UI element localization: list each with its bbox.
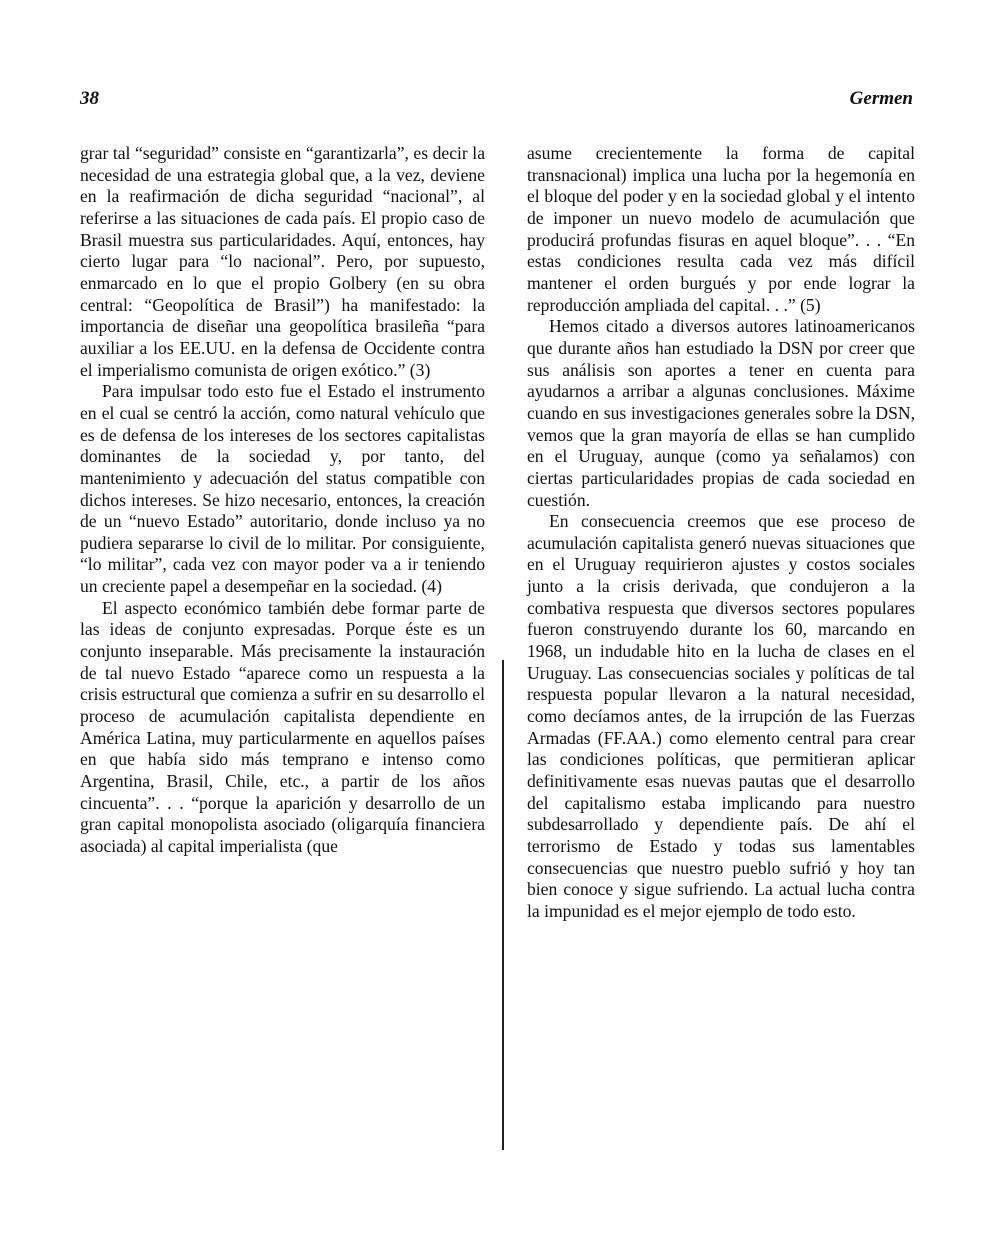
paragraph: Hemos citado a diversos autores latinoamericanos que durante años han estudiado la DSN por creer que sus análisis son aportes a tener en cuenta para ayudarnos a arribar a algunas conclusiones. Máxime cuando en sus investigaciones generales sobre la DSN, vemos que la gran mayoría de ellas se han cumplido en el Uruguay, aunque (como ya señalamos) con ciertas particularidades propias de cada sociedad en cuestión. (527, 316, 915, 510)
left-column (80, 143, 485, 858)
paragraph: Para impulsar todo esto fue el Estado el instrumento en el cual se centró la acción, como natural vehículo que es de defensa de los intereses de los sectores capitalistas dominantes de la sociedad y, por tanto, del mantenimiento y adecuación del status compatible con dichos intereses. Se hizo necesario, entonces, la creación de un “nuevo Estado” autoritario, donde incluso ya no pudiera separarse lo civil de lo militar. Por consiguiente, “lo militar”, cada vez con mayor poder va a ir teniendo un creciente papel a desempeñar en la sociedad. (4) (80, 381, 485, 597)
paragraph: El aspecto económico también debe formar parte de las ideas de conjunto expresadas. Porque éste es un conjunto inseparable. Más precisamente la instauración de tal nuevo Estado “aparece como un respuesta a la crisis estructural que comienza a sufrir en su desarrollo el proceso de acumulación capitalista dependiente en América Latina, muy particularmente en aquellos países en que había sido más temprano e intenso como Argentina, Brasil, Chile, etc., a partir de los años cincuenta”. . . “porque la aparición y desarrollo de un gran capital monopolista asociado (oligarquía financiera asociada) al capital imperialista (que (80, 597, 485, 856)
running-title: Germen (849, 88, 913, 109)
page-number: 38 (80, 88, 99, 109)
right-column (527, 143, 915, 923)
paragraph: grar tal “seguridad” consiste en “garantizarla”, es decir la necesidad de una estrategia global que, a la vez, deviene en la reafirmación de dicha seguridad “nacional”, al referirse a las situaciones de cada país. El propio caso de Brasil muestra sus particularidades. Aquí, entonces, hay cierto lugar para “lo nacional”. Pero, por supuesto, enmarcado en lo que el propio Golbery (en su obra central: “Geopolítica de Brasil”) ha manifestado: la importancia de diseñar una geopolítica brasileña “para auxiliar a los EE.UU. en la defensa de Occidente contra el imperialismo comunista de origen exótico.” (3) (80, 143, 485, 380)
paragraph: asume crecientemente la forma de capital transnacional) implica una lucha por la hegemonía en el bloque del poder y en la sociedad global y el intento de imponer un nuevo modelo de acumulación que producirá profundas fisuras en aquel bloque”. . . “En estas condiciones resulta cada vez más difícil mantener el orden burgués y por ende lograr la reproducción ampliada del capital. . .” (5) (527, 143, 915, 315)
paragraph: En consecuencia creemos que ese proceso de acumulación capitalista generó nuevas situaciones que en el Uruguay requirieron ajustes y costos sociales junto a la crisis derivada, que condujeron a la combativa respuesta que diversos sectores populares fueron construyendo durante los 60, marcando en 1968, un indudable hito en la lucha de clases en el Uruguay. Las consecuencias sociales y políticas de tal respuesta popular llevaron a la natural necesidad, como decíamos antes, de la irrupción de las Fuerzas Armadas (FF.AA.) como elemento central para crear las condiciones políticas, que permitieran aplicar definitivamente esas nuevas pautas que el desarrollo del capitalismo estaba implicando para nuestro subdesarrollado y dependiente país. De ahí el terrorismo de Estado y todas sus lamentables consecuencias que nuestro pueblo sufrió y hoy tan bien conoce y sigue sufriendo. La actual lucha contra la impunidad es el mejor ejemplo de todo esto. (527, 511, 915, 921)
column-divider (502, 660, 504, 1150)
page-header (80, 88, 913, 118)
